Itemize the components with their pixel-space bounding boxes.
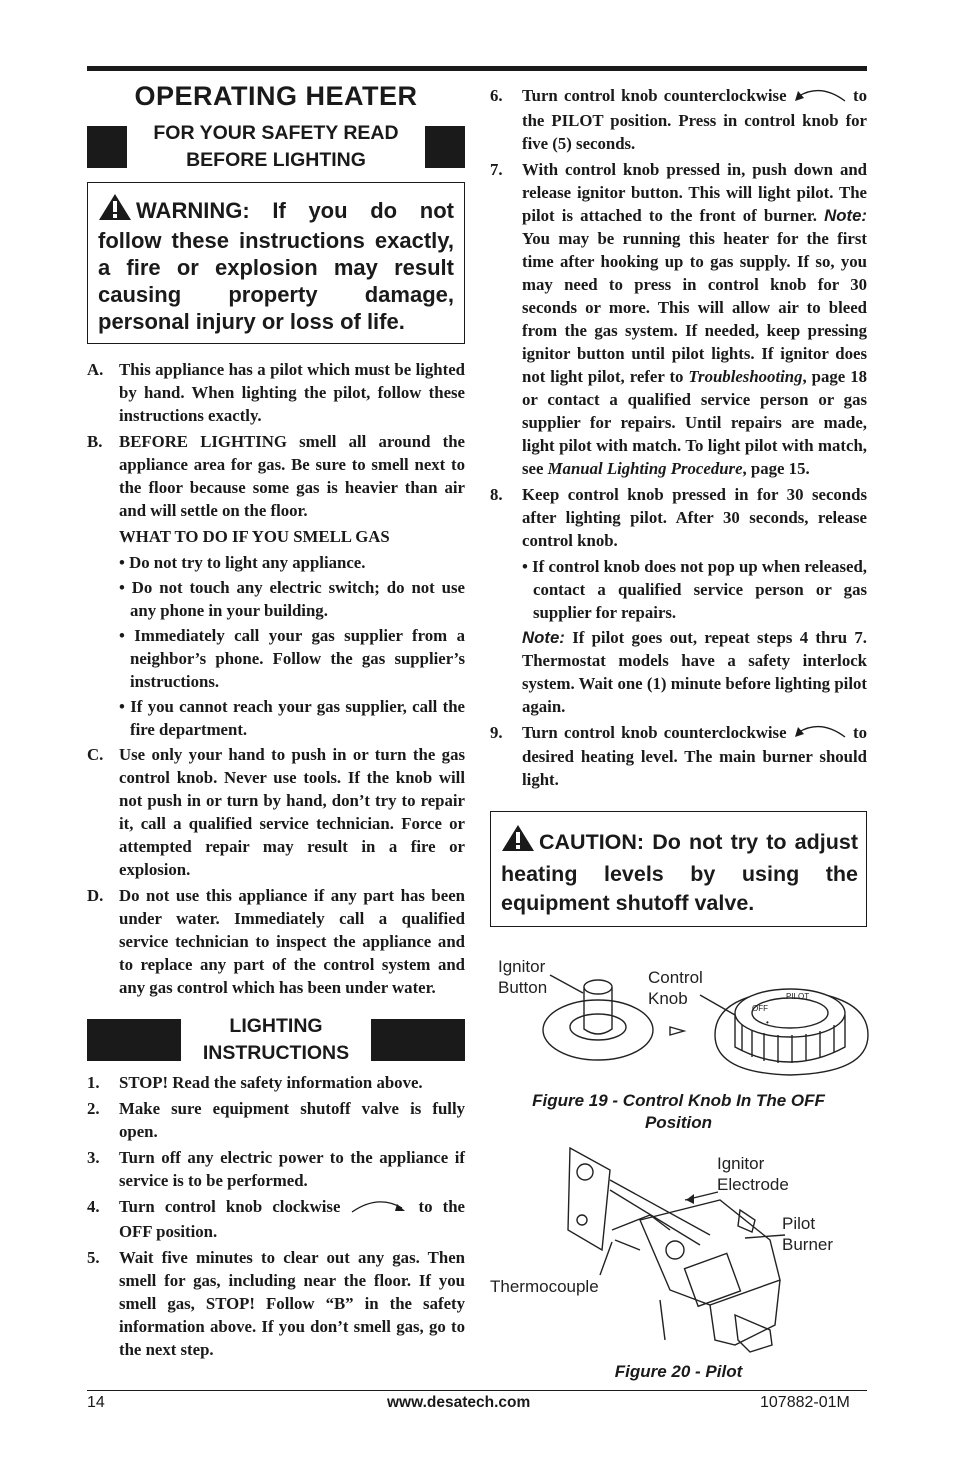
smell-gas-bullet: • Do not try to light any appliance.	[119, 553, 366, 572]
ignitor-electrode-label: Ignitor Electrode	[717, 1154, 789, 1194]
banner-block-right	[371, 1019, 465, 1061]
smell-gas-bullet: • If you cannot reach your gas supplier, call the fire department.	[119, 697, 465, 739]
safety-banner	[87, 120, 465, 174]
document-number: 107882-01M	[760, 1394, 850, 1411]
lighting-banner-text: LIGHTING INSTRUCTIONS	[202, 1015, 350, 1064]
step-8: 8. Keep control knob pressed in for 30 seconds after lighting pilot. After 30 seconds, release control knob.	[490, 484, 867, 550]
step-8-note: Note: If pilot goes out, repeat steps 4 thru 7. Thermostat models have a safety interlock system. Wait one (1) minute before lighting pilot again.	[522, 627, 867, 716]
step-2: 2. Make sure equipment shutoff valve is fully open.	[87, 1099, 465, 1141]
counterclockwise-arrow-icon	[793, 86, 847, 109]
warning-text: WARNING: If you do not follow these instructions exactly, a fire or explosion may result causing property damage, personal injury or loss of life.	[98, 198, 454, 334]
step-9: 9. Turn control knob counterclockwise to desired heating level. The main burner should light.	[490, 722, 867, 790]
caution-triangle-icon	[501, 824, 535, 860]
control-knob-label: Control Knob	[648, 968, 703, 1008]
figure-19-caption: Figure 19 - Control Knob In The OFF Position	[532, 1091, 825, 1132]
step-6: 6. Turn control knob counterclockwise to the PILOT position. Press in control knob for five (5) seconds.	[490, 86, 867, 153]
safety-item-d: D. Do not use this appliance if any part has been under water. Immediately call a qualified service technician to inspect the appliance and to replace any part of the control system and any gas control which has been under water.	[87, 886, 465, 997]
banner-block-left	[87, 126, 127, 168]
thermocouple-label: Thermocouple	[490, 1277, 599, 1296]
counterclockwise-arrow-icon	[793, 722, 847, 745]
safety-banner-text: FOR YOUR SAFETY READ BEFORE LIGHTING	[153, 122, 399, 171]
smell-gas-bullet: • Do not touch any electric switch; do not use any phone in your building.	[119, 578, 465, 620]
step-7: 7. With control knob pressed in, push down and release ignitor button. This will light pilot. The pilot is attached to the front of burner. Note: You may be running this heater for the first time after hooking up to gas supply. If so, you may need to press in control knob for 30 seconds or more. This will allow air to bleed from the gas system. If needed, keep pressing ignitor button until pilot lights. If ignitor does not light pilot, refer to Troubleshooting, page 18 or contact a qualified service person or gas supplier for repairs. Until repairs are made, light pilot with match. To light pilot with match, see Manual Lighting Procedure, page 15.	[490, 159, 867, 478]
step-1: 1. STOP! Read the safety information above.	[87, 1073, 423, 1092]
footer-rule	[87, 1390, 867, 1391]
page-title: OPERATING HEATER	[134, 81, 418, 111]
svg-text:•: •	[766, 1018, 769, 1027]
safety-item-b: B. BEFORE LIGHTING smell all around the appliance area for gas. Be sure to smell next to the floor because some gas is heavier than air and will settle on the floor.	[87, 432, 465, 520]
right-column	[490, 84, 867, 937]
pilot-burner-label: Pilot Burner	[782, 1214, 834, 1254]
step-8-bullet: • If control knob does not pop up when released, contact a qualified service person or gas supplier for repairs.	[522, 556, 867, 622]
step-5: 5. Wait five minutes to clear out any gas. Then smell for gas, including near the floor. If you smell gas, STOP! Follow “B” in the safety information above. If you don’t smell gas, go to the next step.	[87, 1247, 465, 1359]
clockwise-arrow-icon	[350, 1197, 408, 1220]
caution-box	[490, 811, 867, 927]
left-column	[87, 80, 465, 1364]
lighting-banner	[87, 1013, 465, 1067]
footer-url: www.desatech.com	[387, 1394, 531, 1411]
ignitor-button-label: Ignitor Button	[498, 957, 548, 997]
warning-box	[87, 182, 465, 344]
svg-text:OFF: OFF	[752, 1004, 768, 1013]
warning-triangle-icon	[98, 193, 132, 227]
figure-20-caption: Figure 20 - Pilot	[614, 1362, 743, 1381]
top-rule	[87, 66, 867, 71]
svg-text:PILOT: PILOT	[786, 992, 810, 1001]
safety-item-a: A. This appliance has a pilot which must be lighted by hand. When lighting the pilot, follow these instructions exactly.	[87, 360, 465, 425]
caution-text: CAUTION: Do not try to adjust heating levels by using the equipment shutoff valve.	[501, 830, 858, 916]
smell-gas-bullet: • Immediately call your gas supplier from a neighbor’s phone. Follow the gas supplier’s instructions.	[119, 626, 465, 691]
smell-gas-heading: WHAT TO DO IF YOU SMELL GAS	[119, 527, 390, 546]
step-4: 4. Turn control knob clockwise to the OFF position.	[87, 1197, 465, 1241]
safety-item-c: C. Use only your hand to push in or turn the gas control knob. Never use tools. If the knob will not push in or turn by hand, don’t try to repair it, call a qualified service technician. Force or attempted repair may result in a fire or explosion.	[87, 745, 465, 879]
step-3: 3. Turn off any electric power to the appliance if service is to be performed.	[87, 1148, 465, 1190]
banner-block-left	[87, 1019, 181, 1061]
page-number: 14	[87, 1394, 105, 1411]
banner-block-right	[425, 126, 465, 168]
